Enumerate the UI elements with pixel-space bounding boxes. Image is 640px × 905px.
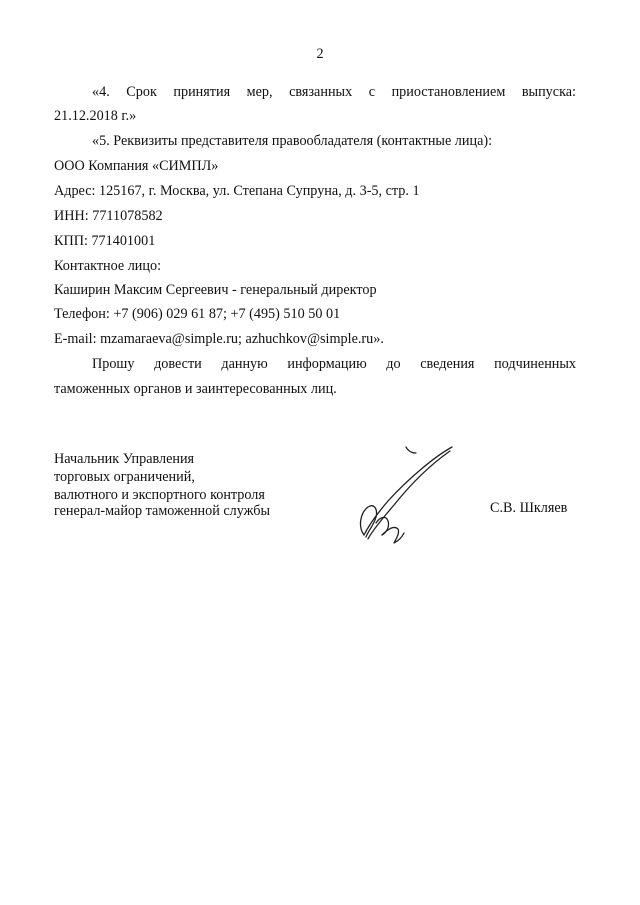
request-line2: таможенных органов и заинтересованных лиц. <box>54 381 337 397</box>
signer-name: С.В. Шкляев <box>490 500 568 516</box>
request-line1: Прошу довести данную информацию до сведения подчиненных <box>92 356 576 372</box>
address: Адрес: 125167, г. Москва, ул. Степана Супруна, д. 3-5, стр. 1 <box>54 183 420 199</box>
item4-line2: 21.12.2018 г.» <box>54 108 137 124</box>
signatory-title-line1: Начальник Управления <box>54 451 195 467</box>
company-name: ООО Компания «СИМПЛ» <box>54 158 219 174</box>
inn: ИНН: 7711078582 <box>54 208 163 224</box>
contact-person: Каширин Максим Сергеевич - генеральный директор <box>54 282 377 298</box>
page-number: 2 <box>316 46 324 62</box>
email: E-mail: mzamaraeva@simple.ru; azhuchkov@simple.ru». <box>54 331 384 347</box>
kpp: КПП: 771401001 <box>54 233 156 249</box>
phone: Телефон: +7 (906) 029 61 87; +7 (495) 510 50 01 <box>54 306 341 322</box>
item5-heading: «5. Реквизиты представителя правообладателя (контактные лица): <box>92 133 493 149</box>
contact-label: Контактное лицо: <box>54 258 162 274</box>
signature-image <box>350 443 460 547</box>
item4-line1: «4. Срок принятия мер, связанных с приостановлением выпуска: <box>92 84 576 100</box>
signatory-title-line4: генерал-майор таможенной службы <box>54 503 271 519</box>
signatory-title-line3: валютного и экспортного контроля <box>54 487 265 503</box>
signatory-title-line2: торговых ограничений, <box>54 469 195 485</box>
